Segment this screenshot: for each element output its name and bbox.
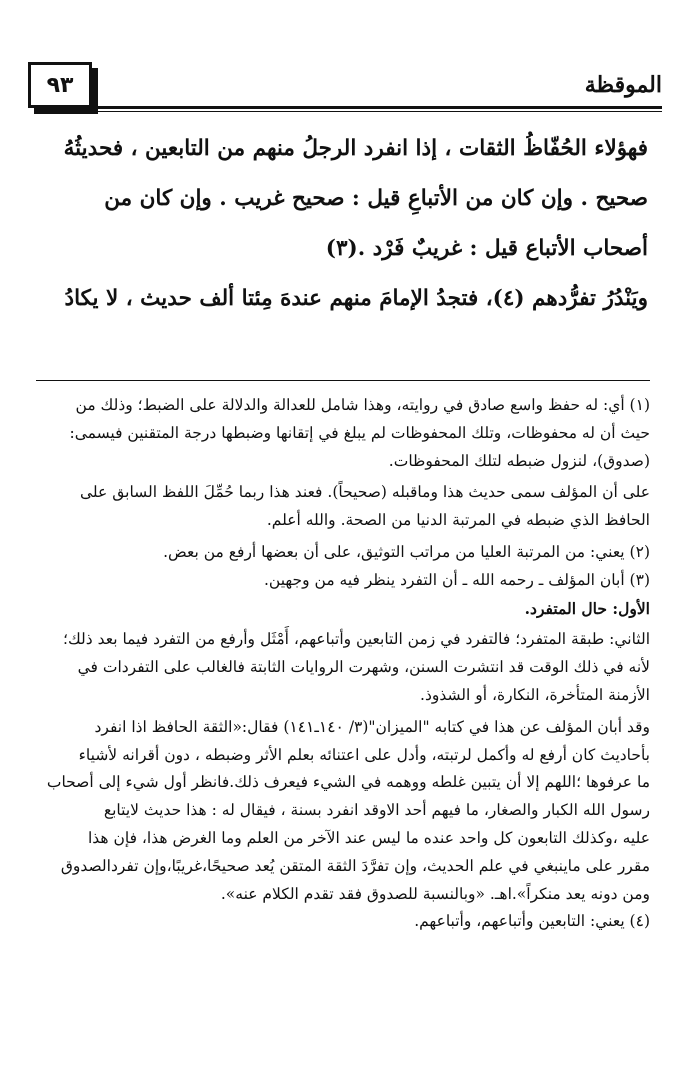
footnote-line: (٢) يعني: من المرتبة العليا من مراتب التوثيق، على أن بعضها أرفع من بعض.	[163, 542, 650, 561]
footnotes	[32, 392, 650, 936]
footnote-line: لأنه في ذلك الوقت قد انتشرت السنن، وشهرت الروايات الثابتة فالغالب على التفردات في	[77, 658, 650, 677]
footnote-line: حيث أن له محفوظات، وتلك المحفوظات لم يبلغ في إتقانها وضبطها درجة المتقنين فيسمى:	[69, 423, 650, 442]
footnote-separator	[36, 380, 650, 381]
footnote-line: (٣) أبان المؤلف ـ رحمه الله ـ أن التفرد ينظر فيه من وجهين.	[263, 570, 650, 589]
footnote-line: عليه ،وكذلك التابعون كل واحد عنده ما ليس عند الآخر من العلم وما الغرض هذا، فإن هذا	[87, 828, 650, 847]
footnote-line: ومن دونه يعد منكراً».اهـ. «وبالنسبة للصدوق فقد تقدم الكلام عنه».	[220, 884, 650, 903]
header-rule	[98, 106, 662, 109]
main-line: أصحاب الأتباع قيل : غريبٌ فَرْد .(٣)	[325, 236, 648, 261]
running-title: الموقظة	[584, 72, 662, 98]
footnote-line: (صدوق)، لنزول ضبطه لتلك المحفوظات.	[388, 451, 650, 470]
footnote-line: على أن المؤلف سمى حديث هذا وماقبله (صحيحاً). فعند هذا ربما حُمِّلَ اللفظ السابق على	[79, 483, 650, 502]
footnote-line: رسول الله الكبار والصغار، ما فيهم أحد الاوقد انفرد بسنة ، فيقال له : هذا حديث لايتابع	[103, 801, 650, 820]
main-line: فهؤلاء الحُفّاظُ الثقات ، إذا انفرد الرجلُ منهم من التابعين ، فحديثُهُ	[63, 136, 648, 161]
footnote-line: (١) أي: له حفظ واسع صادق في روايته، وهذا شامل للعدالة والدلالة على الضبط؛ وذلك من	[75, 396, 650, 414]
footnote-line: ما عرفوها ؛اللهم إلا أن يتبين غلطه ووهمه في الشيء فيعرف ذلك.فانظر أول شيء إلى أصحاب	[46, 773, 650, 792]
footnote-line: مقرر على ماينبغي في علم الحديث، وإن تفرَّدَ الثقة المتقن يُعد صحيحًا،غريبًا،وإن تفردالصدوق	[60, 856, 650, 875]
footnote-line: الحافظ الذي ضبطه في المرتبة الدنيا من الصحة. والله أعلم.	[266, 511, 650, 530]
footnote-line: (٤) يعني: التابعين وأتباعهم، وأتباعهم.	[414, 912, 650, 931]
page-header	[28, 62, 662, 112]
main-line: ويَنْدُرُ تفرُّدهم (٤)، فتجدُ الإمامَ منهم عندهَ مِئتا ألف حديث ، لا يكادُ	[64, 286, 648, 311]
footnote-line: الأول: حال المتفرد.	[524, 598, 650, 618]
footnote-line: الأزمنة المتأخرة، النكارة، أو الشذوذ.	[420, 685, 650, 704]
page-number: ٩٣	[28, 62, 92, 108]
footnote-line: وقد أبان المؤلف عن هذا في كتابه "الميزان"(٣/ ١٤٠ـ١٤١) فقال:«الثقة الحافظ اذا انفرد	[94, 717, 650, 736]
main-text	[36, 124, 648, 324]
footnote-line: الثاني: طبقة المتفرد؛ فالتفرد في زمن التابعين وأتباعهم، أَمْثَل وأرفع من التفرد فيما بعد ذلك؛	[63, 630, 650, 649]
main-line: صحيح . وإن كان من الأتباعِ قيل : صحيح غريب . وإن كان من	[104, 186, 648, 211]
header-rule-thin	[98, 111, 662, 112]
footnote-line: بأحاديث كان أرفع له وأكمل لرتبته، وأدل على اعتنائه بعلم الأثر وضبطه ، دون أقرانه لأشياء	[78, 745, 650, 764]
